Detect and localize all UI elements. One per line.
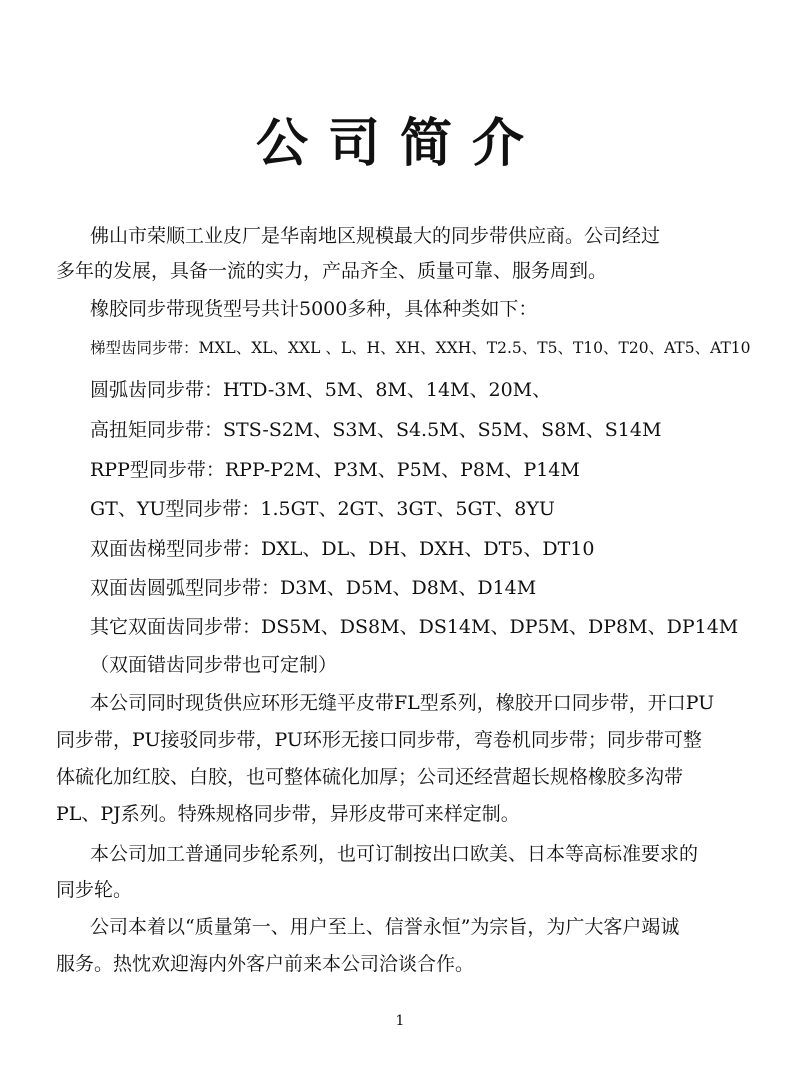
intro-line-1: 佛山市荣顺工业皮厂是华南地区规模最大的同步带供应商。公司经过 (90, 225, 661, 247)
belt-type-gt-yu: GT、YU型同步带：1.5GT、2GT、3GT、5GT、8YU (90, 498, 555, 520)
belt-type-staggered-note: （双面错齿同步带也可定制） (90, 654, 338, 676)
belt-type-double-trapezoidal: 双面齿梯型同步带：DXL、DL、DH、DXH、DT5、DT10 (90, 538, 595, 560)
belt-type-double-arc: 双面齿圆弧型同步带：D3M、D5M、D8M、D14M (90, 577, 537, 599)
supply-line-4: PL、PJ系列。特殊规格同步带，异形皮带可来样定制。 (56, 803, 520, 825)
page-number: 1 (395, 1013, 405, 1029)
page-title: 公司简介 (255, 113, 544, 174)
belt-type-rpp: RPP型同步带：RPP-P2M、P3M、P5M、P8M、P14M (90, 459, 580, 481)
belt-type-sts: 高扭矩同步带：STS-S2M、S3M、S4.5M、S5M、S8M、S14M (90, 419, 662, 441)
service-line-2: 服务。热忱欢迎海内外客户前来本公司洽谈合作。 (56, 953, 475, 975)
belt-type-trapezoidal: 梯型齿同步带：MXL、XL、XXL 、L、H、XH、XXH、T2.5、T5、T10、T20、AT5、AT10 (90, 339, 751, 357)
belt-type-htd: 圆弧齿同步带：HTD-3M、5M、8M、14M、20M、 (90, 379, 552, 401)
supply-line-2: 同步带，PU接驳同步带，PU环形无接口同步带，弯卷机同步带；同步带可整 (56, 729, 702, 751)
supply-line-3: 体硫化加红胶、白胶，也可整体硫化加厚；公司还经营超长规格橡胶多沟带 (56, 766, 684, 788)
pulley-line-1: 本公司加工普通同步轮系列，也可订制按出口欧美、日本等高标准要求的 (90, 843, 699, 865)
supply-line-1: 本公司同时现货供应环形无缝平皮带FL型系列，橡胶开口同步带，开口PU (90, 692, 715, 714)
rubber-belt-intro: 橡胶同步带现货型号共计5000多种，具体种类如下： (90, 298, 538, 320)
belt-type-other-double: 其它双面齿同步带：DS5M、DS8M、DS14M、DP5M、DP8M、DP14M (90, 616, 739, 638)
intro-line-2: 多年的发展，具备一流的实力，产品齐全、质量可靠、服务周到。 (56, 260, 608, 282)
pulley-line-2: 同步轮。 (56, 879, 133, 901)
service-line-1: 公司本着以“质量第一、用户至上、信誉永恒”为宗旨，为广大客户竭诚 (90, 916, 680, 938)
